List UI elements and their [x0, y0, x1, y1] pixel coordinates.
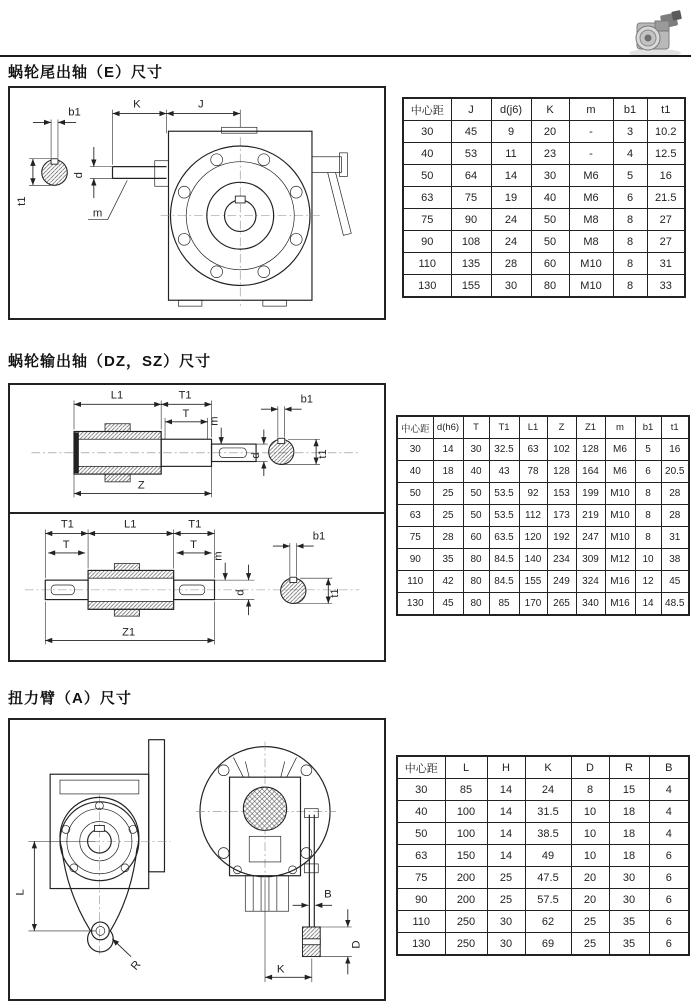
dim-label-t1: t1 [16, 196, 29, 206]
table-cell: 14 [433, 439, 463, 461]
dim-label-d: d [249, 452, 262, 459]
table-cell: 18 [609, 823, 649, 845]
table-cell: - [569, 143, 613, 165]
table-cell: 135 [451, 253, 491, 275]
dim-label-l1: L1 [124, 518, 137, 531]
table-cell: M12 [605, 549, 635, 571]
table-cell: 53 [451, 143, 491, 165]
table-cell: 27 [647, 209, 685, 231]
table-cell: 24 [491, 231, 531, 253]
table-cell: 199 [576, 483, 605, 505]
table-cell: 40 [397, 801, 445, 823]
table-cell: 128 [547, 461, 576, 483]
table-cell: 63.5 [489, 527, 519, 549]
table-cell: 31.5 [525, 801, 571, 823]
table-header-row [403, 98, 685, 121]
torque-arm-side-view [28, 740, 170, 957]
table-cell: 60 [463, 527, 489, 549]
table-cell: 27 [647, 231, 685, 253]
table-row [397, 439, 689, 461]
dim-label-l1: L1 [110, 389, 124, 402]
dim-label-z1: Z1 [122, 626, 136, 639]
gearbox-front-view [161, 127, 352, 306]
table-cell: 249 [547, 571, 576, 593]
dim-label-t1: t1 [316, 449, 329, 459]
table-cell: 90 [403, 231, 451, 253]
table-cell: 100 [445, 823, 487, 845]
table-cell: 4 [649, 779, 689, 801]
table-cell: 80 [463, 549, 489, 571]
table-cell: 35 [609, 933, 649, 956]
table-cell: 102 [547, 439, 576, 461]
dim-label-d: d [234, 589, 247, 596]
table-cell: 32.5 [489, 439, 519, 461]
table-cell: 75 [397, 867, 445, 889]
table-cell: M10 [605, 505, 635, 527]
torque-arm-drawing [8, 718, 386, 1001]
table-cell: M6 [605, 439, 635, 461]
kj-dimensions [112, 110, 240, 165]
table-cell: M6 [569, 165, 613, 187]
dim-label-t: T [182, 407, 190, 420]
column-header: b1 [613, 98, 647, 121]
table-cell: 48.5 [661, 593, 689, 616]
table-cell: M8 [569, 209, 613, 231]
table-cell: 40 [397, 461, 433, 483]
table-cell: 57.5 [525, 889, 571, 911]
table-cell: 12 [635, 571, 661, 593]
table-cell: 8 [613, 253, 647, 275]
table-cell: 75 [397, 527, 433, 549]
table-cell: 50 [463, 505, 489, 527]
table-cell: 50 [531, 231, 569, 253]
table-row [403, 143, 685, 165]
sz-dimensions [45, 530, 254, 645]
table-cell: 3 [613, 121, 647, 143]
table-cell: M6 [569, 187, 613, 209]
table-cell: 20 [531, 121, 569, 143]
table-cell: 90 [451, 209, 491, 231]
table-cell: 85 [489, 593, 519, 616]
column-header: 中心距 [397, 416, 433, 439]
table-cell: 150 [445, 845, 487, 867]
dim-label-b1: b1 [300, 393, 314, 406]
shaft-cross-section [29, 119, 76, 185]
sz-key-cross-section [273, 543, 332, 603]
table-cell: 15 [609, 779, 649, 801]
table-cell: 33 [647, 275, 685, 298]
table-cell: 21.5 [647, 187, 685, 209]
column-header: m [605, 416, 635, 439]
table-cell: 25 [487, 889, 525, 911]
column-header: 中心距 [403, 98, 451, 121]
column-header: t1 [647, 98, 685, 121]
dim-label-b1: b1 [68, 106, 81, 119]
table-cell: 53.5 [489, 483, 519, 505]
table-cell: 130 [403, 275, 451, 298]
table-cell: 8 [613, 231, 647, 253]
dim-label-t1cap: T1 [178, 389, 192, 402]
table-cell: 23 [531, 143, 569, 165]
table-cell: 25 [433, 483, 463, 505]
table-cell: 18 [609, 801, 649, 823]
table-row [397, 823, 689, 845]
table-cell: M10 [569, 275, 613, 298]
table-cell: 8 [635, 527, 661, 549]
table-cell: 20 [571, 867, 609, 889]
table-cell: 10.2 [647, 121, 685, 143]
column-header: H [487, 756, 525, 779]
table-cell: 85 [445, 779, 487, 801]
table-cell: 35 [609, 911, 649, 933]
table-cell: 62 [525, 911, 571, 933]
gearbox-photo [625, 10, 687, 58]
table-cell: 309 [576, 549, 605, 571]
table-cell: 265 [547, 593, 576, 616]
table-cell: 28 [661, 483, 689, 505]
column-header: t1 [661, 416, 689, 439]
table-cell: 8 [635, 483, 661, 505]
table-cell: 28 [661, 505, 689, 527]
table-cell: 19 [491, 187, 531, 209]
table-cell: 10 [571, 823, 609, 845]
column-header: b1 [635, 416, 661, 439]
table-row [397, 801, 689, 823]
column-header: L [445, 756, 487, 779]
table-cell: 90 [397, 889, 445, 911]
table-cell: 30 [487, 911, 525, 933]
table-cell: 14 [491, 165, 531, 187]
table-cell: 110 [397, 571, 433, 593]
table-cell: 6 [649, 845, 689, 867]
table-cell: 80 [531, 275, 569, 298]
table-cell: 140 [519, 549, 547, 571]
table-cell: 5 [613, 165, 647, 187]
table-cell: 53.5 [489, 505, 519, 527]
table-cell: 20 [571, 889, 609, 911]
dim-label-d: d [73, 172, 86, 179]
table-row [397, 867, 689, 889]
table-cell: 6 [613, 187, 647, 209]
table-header-row [397, 756, 689, 779]
table-cell: 10 [571, 845, 609, 867]
table-row [397, 461, 689, 483]
table-cell: 170 [519, 593, 547, 616]
table-row [397, 889, 689, 911]
table-cell: 28 [433, 527, 463, 549]
table-cell: 9 [491, 121, 531, 143]
table-cell: 50 [397, 483, 433, 505]
table-cell: 31 [647, 253, 685, 275]
dim-label-t1cap-left: T1 [60, 518, 74, 531]
table-cell: 10 [571, 801, 609, 823]
table-cell: 8 [571, 779, 609, 801]
table-cell: 38 [661, 549, 689, 571]
table-cell: 30 [531, 165, 569, 187]
table-row [397, 483, 689, 505]
table-cell: 192 [547, 527, 576, 549]
table-cell: 128 [576, 439, 605, 461]
table-cell: 14 [635, 593, 661, 616]
table-cell: 30 [487, 933, 525, 956]
column-header: Z [547, 416, 576, 439]
table-cell: 50 [531, 209, 569, 231]
table-row [403, 231, 685, 253]
table-row [397, 911, 689, 933]
table-cell: 4 [649, 823, 689, 845]
table-cell: 25 [433, 505, 463, 527]
e-shaft-table [402, 97, 686, 298]
table-cell: 14 [487, 823, 525, 845]
table-cell: 200 [445, 889, 487, 911]
table-cell: 43 [489, 461, 519, 483]
table-cell: M16 [605, 571, 635, 593]
table-row [397, 933, 689, 956]
section-heading-e-shaft: 蜗轮尾出轴（E）尺寸 [8, 64, 164, 81]
table-cell: 130 [397, 933, 445, 956]
table-cell: 69 [525, 933, 571, 956]
table-cell: 18 [609, 845, 649, 867]
table-cell: 5 [635, 439, 661, 461]
table-cell: 247 [576, 527, 605, 549]
table-cell: 30 [609, 889, 649, 911]
dim-label-z: Z [137, 479, 145, 492]
table-cell: 4 [613, 143, 647, 165]
table-cell: 75 [451, 187, 491, 209]
table-cell: 78 [519, 461, 547, 483]
table-cell: 42 [433, 571, 463, 593]
table-cell: 84.5 [489, 549, 519, 571]
column-header: J [451, 98, 491, 121]
dz-shaft-drawing [8, 383, 386, 514]
table-cell: 25 [571, 933, 609, 956]
table-cell: 153 [547, 483, 576, 505]
table-cell: 63 [519, 439, 547, 461]
table-cell: 35 [433, 549, 463, 571]
dz-dimensions [74, 400, 268, 497]
table-cell: 6 [649, 933, 689, 956]
table-row [403, 275, 685, 298]
dim-label-t1: t1 [329, 588, 342, 598]
table-cell: 25 [571, 911, 609, 933]
column-header: T1 [489, 416, 519, 439]
column-header: d(h6) [433, 416, 463, 439]
table-cell: 8 [635, 505, 661, 527]
table-cell: 234 [547, 549, 576, 571]
header-rule [0, 55, 691, 57]
table-cell: 250 [445, 911, 487, 933]
table-cell: 16 [647, 165, 685, 187]
column-header: R [609, 756, 649, 779]
torque-arm-front-view [196, 742, 352, 983]
dim-label-m: m [92, 207, 103, 220]
table-cell: 75 [403, 209, 451, 231]
dim-label-m: m [212, 551, 225, 561]
table-cell: 24 [525, 779, 571, 801]
table-row [397, 527, 689, 549]
sz-shaft-drawing [8, 512, 386, 662]
table-row [397, 505, 689, 527]
table-cell: 110 [403, 253, 451, 275]
column-header: L1 [519, 416, 547, 439]
table-cell: 173 [547, 505, 576, 527]
table-cell: 8 [613, 209, 647, 231]
torque-arm-table [396, 755, 690, 956]
table-cell: 50 [397, 823, 445, 845]
table-cell: 63 [397, 505, 433, 527]
table-row [403, 187, 685, 209]
dim-label-t-right: T [190, 539, 198, 552]
table-cell: 110 [397, 911, 445, 933]
table-row [397, 571, 689, 593]
table-cell: 24 [491, 209, 531, 231]
table-row [403, 253, 685, 275]
table-cell: 10 [635, 549, 661, 571]
table-cell: M8 [569, 231, 613, 253]
dim-label-l: L [14, 889, 27, 896]
table-cell: 250 [445, 933, 487, 956]
table-cell: 45 [661, 571, 689, 593]
table-cell: 6 [649, 911, 689, 933]
table-cell: M10 [605, 527, 635, 549]
table-cell: 25 [487, 867, 525, 889]
dim-label-j: J [197, 98, 204, 111]
e-shaft-drawing [8, 86, 386, 320]
table-cell: - [569, 121, 613, 143]
table-cell: 28 [491, 253, 531, 275]
table-header-row [397, 416, 689, 439]
column-header: 中心距 [397, 756, 445, 779]
table-cell: 50 [463, 483, 489, 505]
table-cell: 30 [491, 275, 531, 298]
section-heading-torque-arm: 扭力臂（A）尺寸 [8, 690, 132, 707]
dim-label-t-left: T [62, 539, 70, 552]
section-heading-dz-sz-shaft: 蜗轮输出轴（DZ，SZ）尺寸 [8, 353, 212, 370]
table-cell: M10 [605, 483, 635, 505]
dim-label-t1cap-right: T1 [188, 518, 202, 531]
table-cell: 200 [445, 867, 487, 889]
table-cell: 18 [433, 461, 463, 483]
column-header: K [525, 756, 571, 779]
table-cell: 30 [609, 867, 649, 889]
dz-sz-shaft-table [396, 415, 690, 616]
table-cell: 8 [613, 275, 647, 298]
table-cell: 108 [451, 231, 491, 253]
table-cell: 20.5 [661, 461, 689, 483]
table-cell: 14 [487, 779, 525, 801]
table-row [403, 165, 685, 187]
table-cell: 63 [397, 845, 445, 867]
dim-label-k: K [133, 98, 141, 111]
column-header: K [531, 98, 569, 121]
table-cell: 16 [661, 439, 689, 461]
table-cell: 155 [519, 571, 547, 593]
table-cell: 100 [445, 801, 487, 823]
table-cell: 164 [576, 461, 605, 483]
table-cell: 4 [649, 801, 689, 823]
column-header: D [571, 756, 609, 779]
column-header: Z1 [576, 416, 605, 439]
table-cell: 14 [487, 801, 525, 823]
table-row [403, 209, 685, 231]
table-row [397, 845, 689, 867]
table-cell: 6 [635, 461, 661, 483]
table-cell: 155 [451, 275, 491, 298]
table-cell: 14 [487, 845, 525, 867]
table-cell: 45 [433, 593, 463, 616]
table-cell: 38.5 [525, 823, 571, 845]
table-cell: 40 [463, 461, 489, 483]
table-cell: 30 [397, 439, 433, 461]
table-cell: M10 [569, 253, 613, 275]
table-cell: 30 [397, 779, 445, 801]
table-cell: 324 [576, 571, 605, 593]
dim-label-b: B [324, 888, 332, 901]
table-cell: M16 [605, 593, 635, 616]
dz-key-cross-section [261, 406, 320, 464]
column-header: m [569, 98, 613, 121]
table-cell: 60 [531, 253, 569, 275]
column-header: B [649, 756, 689, 779]
table-row [397, 593, 689, 616]
table-cell: 92 [519, 483, 547, 505]
table-cell: 47.5 [525, 867, 571, 889]
table-row [397, 549, 689, 571]
table-cell: 80 [463, 593, 489, 616]
table-cell: 120 [519, 527, 547, 549]
table-cell: 40 [531, 187, 569, 209]
table-cell: 40 [403, 143, 451, 165]
table-cell: 45 [451, 121, 491, 143]
dim-label-d: D [350, 940, 363, 949]
dim-label-r: R [128, 958, 144, 973]
table-cell: 49 [525, 845, 571, 867]
table-cell: 63 [403, 187, 451, 209]
table-cell: 130 [397, 593, 433, 616]
table-cell: 30 [403, 121, 451, 143]
table-cell: 12.5 [647, 143, 685, 165]
table-cell: 90 [397, 549, 433, 571]
table-cell: 6 [649, 889, 689, 911]
table-cell: 30 [463, 439, 489, 461]
table-cell: 112 [519, 505, 547, 527]
column-header: T [463, 416, 489, 439]
table-cell: 31 [661, 527, 689, 549]
table-cell: 6 [649, 867, 689, 889]
dim-label-b1: b1 [312, 530, 326, 543]
table-cell: 84.5 [489, 571, 519, 593]
dim-label-k: K [276, 963, 285, 976]
table-cell: 50 [403, 165, 451, 187]
table-cell: 80 [463, 571, 489, 593]
column-header: d(j6) [491, 98, 531, 121]
dim-label-m: m [208, 416, 221, 426]
table-cell: M6 [605, 461, 635, 483]
table-cell: 64 [451, 165, 491, 187]
table-cell: 219 [576, 505, 605, 527]
table-row [397, 779, 689, 801]
table-cell: 340 [576, 593, 605, 616]
table-row [403, 121, 685, 143]
table-cell: 11 [491, 143, 531, 165]
